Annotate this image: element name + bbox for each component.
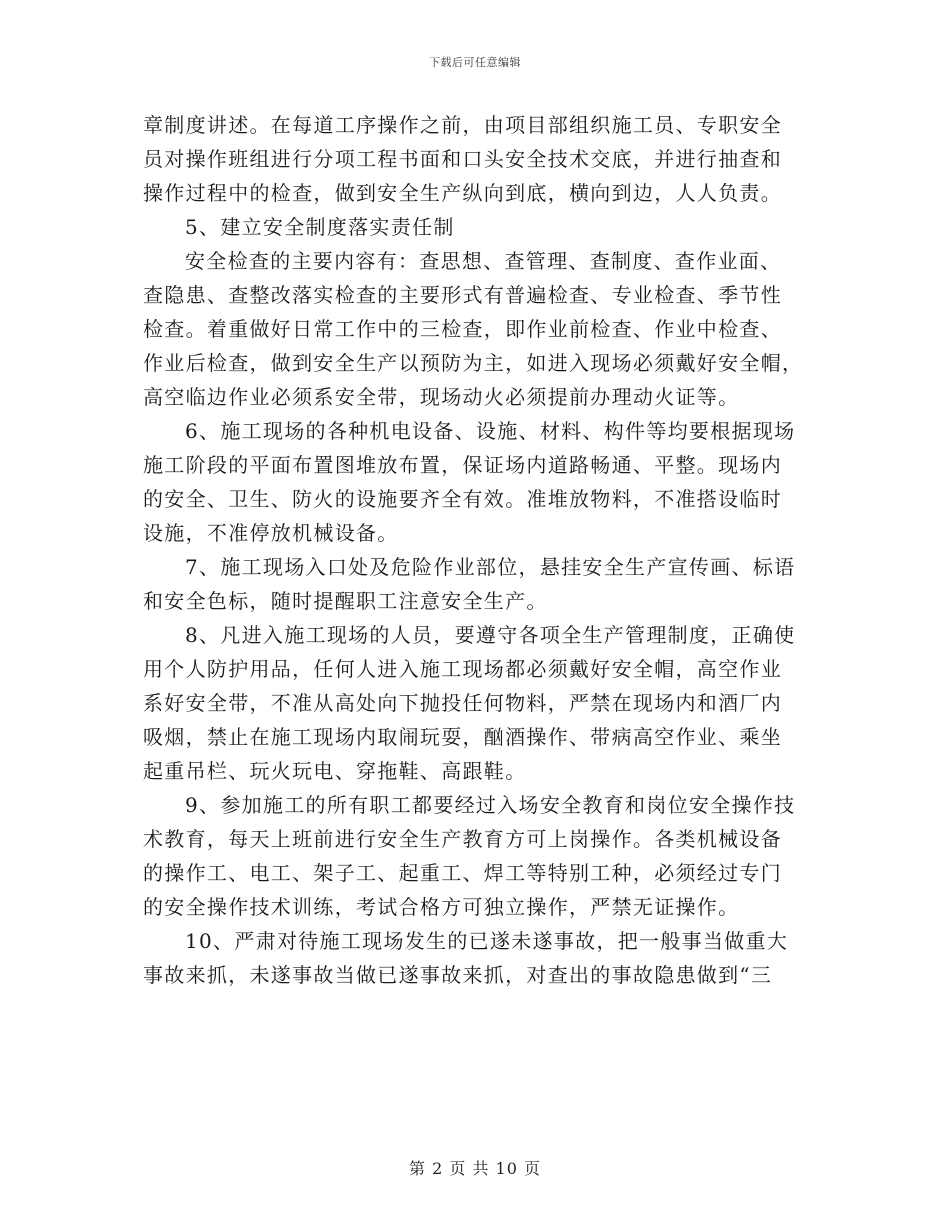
text-line: 起重吊栏、玩火玩电、穿拖鞋、高跟鞋。 xyxy=(143,759,527,783)
text-line: 和安全色标，随时提醒职工注意安全生产。 xyxy=(143,589,548,613)
text-line: 吸烟，禁止在施工现场内取闹玩耍，酗酒操作、带病高空作业、乘坐 xyxy=(143,725,782,749)
text-line: 的安全、卫生、防火的设施要齐全有效。准堆放物料，不准搭设临时 xyxy=(143,487,782,511)
section-heading: 5、建立安全制度落实责任制 xyxy=(185,215,455,239)
text-line: 作业后检查，做到安全生产以预防为主，如进入现场必须戴好安全帽， xyxy=(143,351,804,375)
text-line: 6、施工现场的各种机电设备、设施、材料、构件等均要根据现场 xyxy=(185,419,796,443)
text-line: 10、严肃对待施工现场发生的已遂未遂事故，把一般事当做重大 xyxy=(185,929,789,953)
document-body xyxy=(143,108,807,992)
text-line: 章制度讲述。在每道工序操作之前，由项目部组织施工员、专职安全 xyxy=(143,113,782,137)
text-line: 操作过程中的检查，做到安全生产纵向到底，横向到边，人人负责。 xyxy=(143,181,782,205)
text-line: 用个人防护用品，任何人进入施工现场都必须戴好安全帽，高空作业 xyxy=(143,657,782,681)
text-line: 设施，不准停放机械设备。 xyxy=(143,521,399,545)
text-line: 事故来抓，未遂事故当做已遂事故来抓，对查出的事故隐患做到“三 xyxy=(143,963,773,987)
text-line: 安全检查的主要内容有：查思想、查管理、查制度、查作业面、 xyxy=(185,249,782,273)
text-line: 的安全操作技术训练，考试合格方可独立操作，严禁无证操作。 xyxy=(143,895,740,919)
text-line: 8、凡进入施工现场的人员，要遵守各项全生产管理制度，正确使 xyxy=(185,623,796,647)
page-header: 下载后可任意编辑 xyxy=(429,56,521,69)
text-line: 检查。着重做好日常工作中的三检查，即作业前检查、作业中检查、 xyxy=(143,317,782,341)
text-line: 术教育，每天上班前进行安全生产教育方可上岗操作。各类机械设备 xyxy=(143,827,782,851)
text-line: 的操作工、电工、架子工、起重工、焊工等特别工种，必须经过专门 xyxy=(143,861,782,885)
text-line: 系好安全带，不准从高处向下抛投任何物料，严禁在现场内和酒厂内 xyxy=(143,691,782,715)
text-line: 查隐患、查整改落实检查的主要形式有普遍检查、专业检查、季节性 xyxy=(143,283,782,307)
text-line: 9、参加施工的所有职工都要经过入场安全教育和岗位安全操作技 xyxy=(185,793,796,817)
text-line: 高空临边作业必须系安全带，现场动火必须提前办理动火证等。 xyxy=(143,385,740,409)
page-footer: 第 2 页 共 10 页 xyxy=(409,1159,541,1178)
text-line: 7、施工现场入口处及危险作业部位，悬挂安全生产宣传画、标语 xyxy=(185,555,796,579)
text-line: 员对操作班组进行分项工程书面和口头安全技术交底，并进行抽查和 xyxy=(143,147,782,171)
text-line: 施工阶段的平面布置图堆放布置，保证场内道路畅通、平整。现场内 xyxy=(143,453,782,477)
